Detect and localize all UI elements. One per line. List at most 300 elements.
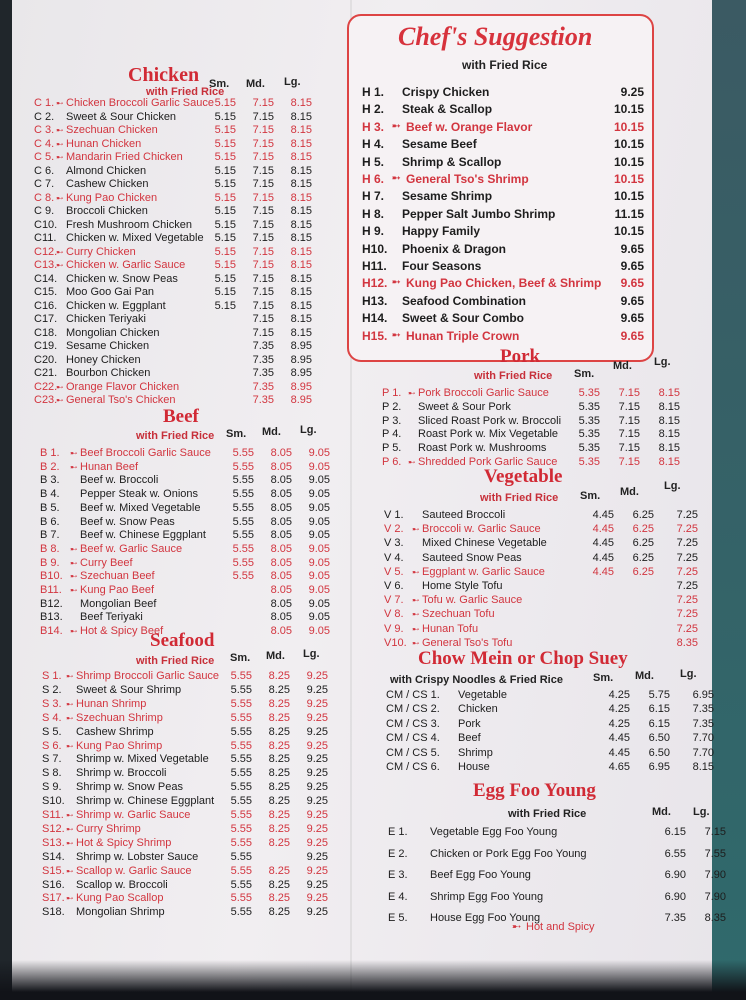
item-code: H 3. [362, 119, 385, 134]
price-lg: 9.25 [306, 670, 328, 682]
seafood-col-lg: Lg. [303, 648, 320, 660]
eggfoo-col-lg: Lg. [693, 806, 710, 818]
vegetable-title: Vegetable [484, 466, 563, 487]
item-code: C 5. [34, 151, 55, 163]
eggfoo-title: Egg Foo Young [473, 780, 596, 801]
price-md: 8.25 [268, 753, 290, 766]
price-lg: 9.05 [308, 515, 330, 528]
item-name: Vegetable Egg Foo Young [430, 826, 558, 838]
item-code: B 6. [40, 515, 60, 528]
item-name: Mongolian Chicken [66, 326, 160, 339]
item-name: Beef w. Chinese Eggplant [80, 529, 206, 542]
item-code: C12. [34, 245, 58, 258]
price-md: 7.15 [252, 286, 274, 298]
item-price: 9.65 [620, 293, 644, 308]
item-code: B 2. [40, 460, 60, 473]
price-lg: 9.05 [308, 542, 330, 555]
price-md: 7.15 [252, 137, 274, 150]
item-price: 10.15 [613, 224, 644, 239]
item-code: H 6. [362, 172, 385, 186]
chili-pepper-icon: ➸ [56, 192, 64, 203]
item-name: Bourbon Chicken [66, 367, 151, 379]
item-code: S 1. [42, 670, 62, 682]
item-code: C16. [34, 299, 58, 312]
item-name: Tofu w. Garlic Sauce [422, 594, 523, 607]
item-code: S 9. [42, 781, 62, 794]
item-name: Eggplant w. Garlic Sauce [422, 565, 545, 578]
price-lg: 9.25 [306, 906, 328, 919]
seafood-col-sm: Sm. [230, 652, 251, 664]
item-code: C19. [34, 340, 58, 352]
item-code: B10. [40, 570, 63, 583]
price-lg: 9.25 [306, 822, 328, 835]
chicken-item [34, 231, 334, 245]
price-lg: 7.25 [676, 594, 698, 607]
item-name: Orange Flavor Chicken [66, 380, 180, 393]
item-name: Kung Pao Shrimp [76, 739, 163, 752]
price-lg: 7.25 [676, 565, 698, 578]
price-md: 8.25 [268, 836, 290, 849]
item-code: E 1. [388, 826, 408, 838]
item-code: P 6. [382, 456, 402, 468]
item-name: Szechuan Chicken [66, 124, 158, 136]
price-lg: 7.90 [704, 890, 726, 903]
price-md: 7.15 [252, 97, 274, 109]
price-md: 7.35 [252, 340, 274, 352]
item-code: H 1. [362, 85, 385, 99]
item-code: V 9. [384, 622, 404, 635]
item-name: Chicken w. Snow Peas [66, 272, 178, 285]
item-name: Mandarin Fried Chicken [66, 151, 183, 163]
price-md: 7.15 [252, 313, 274, 325]
price-lg: 8.15 [692, 761, 714, 773]
price-lg: 9.05 [308, 460, 330, 473]
item-code: E 5. [388, 912, 408, 924]
item-name: Pepper Salt Jumbo Shrimp [402, 206, 556, 221]
beef-item [40, 487, 340, 501]
item-name: Honey Chicken [66, 353, 141, 366]
seafood-item [42, 808, 342, 822]
beef-col-md: Md. [262, 426, 281, 438]
item-code: C23. [34, 394, 58, 406]
chefs-suggestion-subtitle: with Fried Rice [462, 58, 548, 72]
chili-pepper-icon: ➸ [512, 921, 522, 933]
hot-spicy-legend-label: Hot and Spicy [526, 921, 595, 933]
item-name: Mixed Chinese Vegetable [422, 537, 547, 550]
vegetable-item [384, 622, 724, 636]
item-name: Roast Pork w. Mushrooms [418, 442, 547, 455]
item-code: S 8. [42, 767, 62, 780]
chicken-item [34, 380, 334, 394]
item-name: Kung Pao Beef [80, 584, 155, 596]
chicken-col-md: Md. [246, 78, 265, 90]
item-code: B 4. [40, 488, 60, 501]
chicken-item [34, 96, 334, 110]
price-sm: 5.35 [578, 456, 600, 468]
item-name: Sauteed Broccoli [422, 509, 506, 521]
item-price: 9.65 [620, 241, 644, 256]
chicken-item [34, 353, 334, 367]
item-code: P 2. [382, 400, 402, 413]
price-sm: 5.15 [214, 178, 236, 190]
chili-pepper-icon: ➸ [56, 260, 64, 270]
price-sm: 5.55 [230, 795, 252, 808]
item-name: Sauteed Snow Peas [422, 551, 522, 564]
chefs-item [362, 188, 644, 204]
price-md: 8.25 [268, 864, 290, 877]
price-lg: 7.25 [676, 509, 698, 521]
price-lg: 9.25 [306, 795, 328, 808]
price-sm: 5.55 [232, 529, 254, 542]
price-lg: 9.05 [308, 556, 330, 569]
chefs-item [362, 154, 644, 170]
item-code: S11. [42, 809, 64, 821]
price-sm: 5.55 [230, 739, 252, 752]
item-code: V 4. [384, 551, 404, 564]
seafood-title: Seafood [150, 630, 215, 651]
seafood-item [42, 822, 342, 836]
chowmein-item [386, 717, 726, 731]
price-md: 8.25 [268, 711, 290, 724]
beef-subtitle: with Fried Rice [136, 430, 215, 442]
item-name: Beef w. Garlic Sauce [80, 542, 183, 555]
seafood-item [42, 850, 342, 864]
chili-pepper-icon: ➸ [56, 125, 64, 135]
chili-pepper-icon: ➸ [56, 246, 64, 257]
seafood-item [42, 891, 342, 905]
price-lg: 9.25 [306, 892, 328, 905]
item-code: V 1. [384, 509, 404, 521]
chicken-title: Chicken [128, 64, 200, 86]
price-lg: 8.15 [290, 164, 312, 177]
price-sm: 5.55 [230, 767, 252, 780]
chowmein-item [386, 746, 726, 760]
price-sm: 5.55 [230, 892, 252, 905]
item-code: CM / CS 2. [386, 703, 440, 716]
chicken-item [34, 393, 334, 407]
price-lg: 7.25 [676, 622, 698, 635]
item-code: H12. [362, 276, 388, 291]
chicken-item [34, 339, 334, 353]
chefs-item [362, 275, 644, 291]
chicken-item [34, 150, 334, 164]
item-code: H 2. [362, 102, 385, 117]
price-md: 8.25 [268, 809, 290, 821]
price-lg: 8.35 [704, 912, 726, 924]
price-lg: 8.35 [676, 636, 698, 649]
item-name: Beef w. Broccoli [80, 474, 159, 487]
price-sm: 4.25 [608, 717, 630, 730]
price-lg: 9.25 [306, 809, 328, 821]
item-name: Pork Broccoli Garlic Sauce [418, 387, 549, 399]
chefs-item [362, 119, 644, 135]
item-code: B13. [40, 611, 63, 624]
price-sm: 4.45 [592, 565, 614, 578]
item-name: Cashew Shrimp [76, 725, 154, 738]
price-sm: 4.45 [592, 509, 614, 521]
price-lg: 8.95 [290, 340, 312, 352]
price-lg: 8.95 [290, 353, 312, 366]
pork-item [382, 400, 712, 414]
chicken-subtitle: with Fried Rice [146, 86, 225, 98]
price-md: 7.35 [252, 394, 274, 406]
price-md: 8.25 [268, 670, 290, 682]
chili-pepper-icon: ➸ [392, 329, 401, 341]
item-name: Beef w. Snow Peas [80, 515, 175, 528]
price-sm: 5.55 [230, 836, 252, 849]
price-md: 7.15 [252, 272, 274, 285]
item-name: Scallop w. Broccoli [76, 878, 168, 891]
price-md: 7.15 [252, 326, 274, 339]
beef-title: Beef [163, 406, 199, 427]
seafood-item [42, 711, 342, 725]
price-lg: 8.15 [290, 178, 312, 190]
price-md: 8.05 [270, 611, 292, 624]
beef-col-sm: Sm. [226, 428, 247, 440]
chicken-item [34, 110, 334, 124]
price-md: 5.75 [648, 689, 670, 701]
price-md: 8.05 [270, 556, 292, 569]
chowmein-subtitle: with Crispy Noodles & Fried Rice [390, 674, 563, 686]
item-code: C18. [34, 326, 58, 339]
hot-spicy-legend [512, 920, 632, 934]
item-name: Sesame Chicken [66, 340, 150, 352]
price-lg: 8.95 [290, 367, 312, 379]
pork-item [382, 386, 712, 400]
price-lg: 8.15 [658, 428, 680, 441]
beef-item [40, 501, 340, 515]
item-price: 11.15 [614, 206, 644, 221]
chefs-item [362, 258, 644, 274]
item-name: Chicken w. Mixed Vegetable [66, 232, 204, 244]
chili-pepper-icon: ➸ [412, 566, 420, 577]
item-name: Broccoli Chicken [66, 205, 148, 217]
vegetable-item [384, 593, 724, 607]
price-md: 7.15 [252, 110, 274, 123]
item-name: Beef Broccoli Garlic Sauce [80, 447, 211, 459]
item-name: Chicken w. Garlic Sauce [66, 259, 186, 271]
price-sm: 5.55 [230, 725, 252, 738]
item-code: H13. [362, 293, 388, 308]
price-lg: 8.15 [658, 414, 680, 427]
item-name: Roast Pork w. Mix Vegetable [418, 428, 559, 441]
price-md: 6.90 [664, 890, 686, 903]
price-lg: 9.25 [306, 850, 328, 863]
chili-pepper-icon: ➸ [66, 810, 74, 820]
price-sm: 5.15 [214, 259, 236, 271]
price-sm: 5.35 [578, 387, 600, 399]
price-md: 8.25 [268, 892, 290, 905]
price-lg: 8.15 [290, 299, 312, 312]
item-name: Mongolian Beef [80, 597, 157, 610]
item-name: Sweet & Sour Shrimp [76, 683, 182, 696]
price-lg: 9.25 [306, 683, 328, 696]
item-code: C 4. [34, 137, 55, 150]
chili-pepper-icon: ➸ [408, 457, 416, 467]
seafood-item [42, 905, 342, 919]
item-code: H 7. [362, 189, 385, 204]
price-lg: 7.55 [704, 847, 726, 860]
item-price: 10.15 [613, 189, 644, 204]
item-name: Shredded Pork Garlic Sauce [418, 456, 558, 468]
price-lg: 7.70 [692, 746, 714, 759]
chefs-item [362, 84, 644, 100]
price-md: 7.15 [252, 299, 274, 312]
price-md: 8.05 [270, 584, 292, 596]
seafood-subtitle: with Fried Rice [136, 655, 215, 667]
beef-item [40, 460, 340, 474]
price-sm: 5.55 [232, 447, 254, 459]
beef-item [40, 583, 340, 597]
item-price: 9.65 [620, 259, 644, 273]
chili-pepper-icon: ➸ [70, 461, 78, 472]
price-lg: 9.25 [306, 767, 328, 780]
item-name: General Tso's Chicken [66, 394, 176, 406]
price-md: 8.25 [268, 683, 290, 696]
chili-pepper-icon: ➸ [70, 571, 78, 582]
item-name: Shrimp Broccoli Garlic Sauce [76, 670, 220, 682]
chicken-item [34, 191, 334, 205]
item-code: E 4. [388, 890, 408, 903]
item-name: Curry Chicken [66, 245, 136, 258]
item-name: Shrimp w. Lobster Sauce [76, 850, 199, 863]
chili-pepper-icon: ➸ [70, 557, 78, 568]
item-code: C22. [34, 380, 58, 393]
item-name: Hunan Beef [80, 460, 139, 473]
price-md: 6.95 [648, 761, 670, 773]
pork-col-md: Md. [613, 360, 632, 372]
item-name: House [458, 761, 490, 773]
chicken-item [34, 258, 334, 272]
price-md: 6.25 [632, 523, 654, 536]
item-code: C15. [34, 286, 58, 298]
price-md: 8.25 [268, 906, 290, 919]
price-md: 7.15 [618, 456, 640, 468]
price-lg: 9.25 [306, 711, 328, 724]
chili-pepper-icon: ➸ [66, 671, 74, 681]
price-sm: 5.15 [214, 299, 236, 312]
item-code: CM / CS 6. [386, 761, 440, 773]
price-md: 8.25 [268, 795, 290, 808]
price-sm: 5.55 [232, 570, 254, 583]
price-sm: 5.55 [230, 683, 252, 696]
price-sm: 4.45 [592, 537, 614, 550]
item-code: B 1. [40, 447, 60, 459]
chili-pepper-icon: ➸ [70, 585, 78, 595]
price-sm: 4.45 [592, 523, 614, 536]
chefs-item [362, 206, 644, 222]
chicken-col-lg: Lg. [284, 76, 301, 88]
item-name: Beef [458, 732, 481, 745]
price-lg: 7.25 [676, 523, 698, 536]
price-lg: 9.25 [306, 864, 328, 877]
chili-pepper-icon: ➸ [66, 698, 74, 709]
chicken-item [34, 204, 334, 218]
item-name: Home Style Tofu [422, 580, 503, 592]
price-md: 7.15 [618, 387, 640, 399]
chowmein-col-sm: Sm. [593, 672, 614, 684]
chili-pepper-icon: ➸ [66, 865, 74, 876]
item-code: V 5. [384, 565, 404, 578]
price-lg: 8.15 [290, 259, 312, 271]
seafood-item [42, 669, 342, 683]
price-sm: 5.55 [230, 906, 252, 919]
chicken-item [34, 312, 334, 326]
price-lg: 8.15 [658, 387, 680, 399]
pork-col-sm: Sm. [574, 368, 595, 380]
chowmein-title: Chow Mein or Chop Suey [418, 648, 628, 669]
item-code: B 9. [40, 556, 60, 569]
price-md: 6.90 [664, 869, 686, 881]
item-code: S13. [42, 836, 65, 849]
price-lg: 8.15 [290, 326, 312, 339]
vegetable-item [384, 607, 724, 621]
seafood-item [42, 878, 342, 892]
price-sm: 5.15 [214, 205, 236, 217]
price-lg: 8.15 [290, 272, 312, 285]
pork-subtitle: with Fried Rice [474, 370, 553, 382]
item-code: C 9. [34, 205, 55, 217]
vegetable-col-md: Md. [620, 486, 639, 498]
item-name: Scallop w. Garlic Sauce [76, 864, 192, 877]
price-md: 8.25 [268, 878, 290, 891]
price-sm: 5.15 [214, 124, 236, 136]
item-name: Seafood Combination [402, 293, 526, 308]
price-md: 8.25 [268, 767, 290, 780]
price-lg: 9.05 [308, 447, 330, 459]
price-sm: 5.15 [214, 110, 236, 123]
chili-pepper-icon: ➸ [66, 823, 74, 834]
item-name: Kung Pao Chicken [66, 191, 158, 204]
item-name: Pepper Steak w. Onions [80, 488, 199, 501]
item-code: S16. [42, 878, 65, 891]
price-md: 8.25 [268, 725, 290, 738]
item-code: S 3. [42, 697, 62, 710]
item-code: H15. [362, 328, 388, 343]
chowmein-item [386, 760, 726, 774]
price-sm: 4.45 [592, 551, 614, 564]
seafood-item [42, 794, 342, 808]
item-name: Kung Pao Scallop [76, 892, 164, 905]
price-lg: 7.25 [676, 580, 698, 592]
item-code: S 6. [42, 739, 62, 752]
item-price: 9.65 [620, 328, 644, 343]
price-md: 6.50 [648, 746, 670, 759]
vegetable-col-lg: Lg. [664, 480, 681, 492]
price-sm: 4.45 [608, 732, 630, 745]
vegetable-item [384, 579, 724, 593]
price-lg: 9.25 [306, 697, 328, 710]
beef-item [40, 610, 340, 624]
price-lg: 8.15 [658, 400, 680, 413]
price-md: 6.15 [648, 717, 670, 730]
item-code: H11. [362, 259, 387, 273]
price-lg: 8.15 [290, 97, 312, 109]
item-code: C 8. [34, 191, 55, 204]
price-sm: 5.15 [214, 191, 236, 204]
item-code: P 1. [382, 387, 402, 399]
item-code: CM / CS 1. [386, 689, 440, 701]
price-md: 6.25 [632, 537, 654, 550]
item-name: Shrimp [458, 746, 493, 759]
price-md: 7.15 [252, 205, 274, 217]
eggfoo-item [388, 825, 728, 839]
chili-pepper-icon: ➸ [412, 524, 420, 535]
price-md: 8.25 [268, 739, 290, 752]
item-price: 9.65 [620, 311, 644, 326]
item-code: P 4. [382, 428, 402, 441]
item-name: Shrimp w. Mixed Vegetable [76, 753, 209, 766]
